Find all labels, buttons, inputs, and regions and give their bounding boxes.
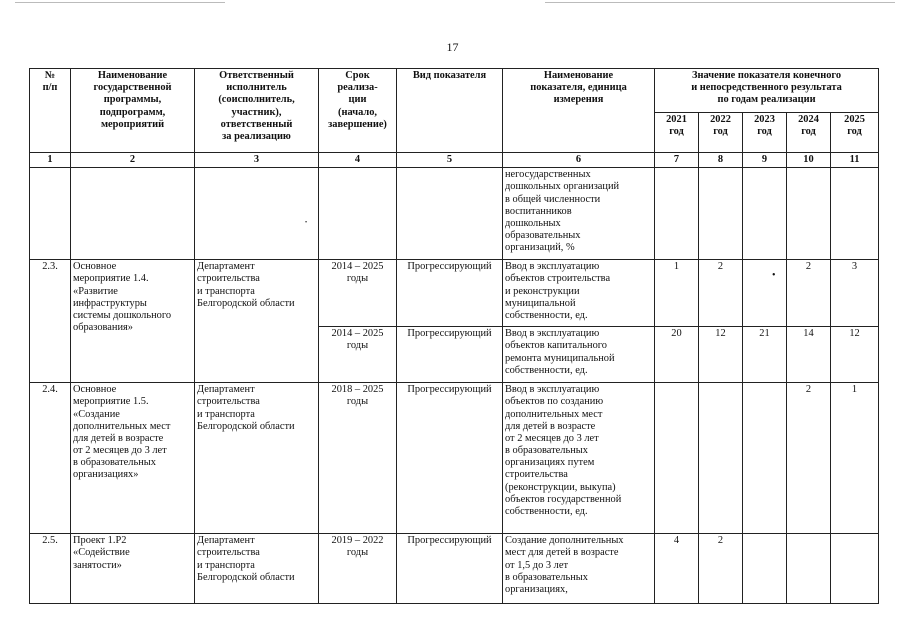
cell-indicator: Создание дополнительных мест для детей в возрасте от 1,5 до 3 лет в образовательных организациях, <box>503 534 655 604</box>
column-number: 10 <box>787 153 831 168</box>
cell-type: Прогрессирующий <box>397 260 503 327</box>
column-number: 5 <box>397 153 503 168</box>
top-rule-left <box>15 2 225 3</box>
cell-num <box>30 168 71 260</box>
header-name: Наименование государственной программы, подпрограмм, мероприятий <box>71 69 195 153</box>
table-row <box>30 383 879 534</box>
indicators-table <box>29 68 879 604</box>
header-year-2023: 2023 год <box>743 113 787 153</box>
column-number: 4 <box>319 153 397 168</box>
cell-indicator: Ввод в эксплуатацию объектов строительства и реконструкции муниципальной собственности, ед. <box>503 260 655 327</box>
scan-speck: • <box>305 220 308 226</box>
cell-executor: Департамент строительства и транспорта Белгородской области <box>195 260 319 383</box>
header-num: № п/п <box>30 69 71 153</box>
cell-value-2022 <box>699 383 743 534</box>
header-year-2021: 2021 год <box>655 113 699 153</box>
header-term: Срок реализа- ции (начало, завершение) <box>319 69 397 153</box>
cell-num: 2.5. <box>30 534 71 604</box>
column-number: 9 <box>743 153 787 168</box>
cell-value-2023 <box>743 383 787 534</box>
cell-num: 2.3. <box>30 260 71 383</box>
cell-term <box>319 168 397 260</box>
cell-value <box>831 168 879 260</box>
cell-indicator: негосударственных дошкольных организаций в общей численности воспитанников дошкольных образовательных организаций, % <box>503 168 655 260</box>
cell-term: 2014 – 2025 годы <box>319 260 397 327</box>
cell-value-2021: 1 <box>655 260 699 327</box>
column-number: 7 <box>655 153 699 168</box>
column-number: 3 <box>195 153 319 168</box>
cell-value-2025: 3 <box>831 260 879 327</box>
column-number-row <box>30 153 879 168</box>
cell-value-2022: 2 <box>699 534 743 604</box>
header-executor: Ответственный исполнитель (соисполнитель, участник), ответственный за реализацию <box>195 69 319 153</box>
cell-name: Основное мероприятие 1.4. «Развитие инфраструктуры системы дошкольного образования» <box>71 260 195 383</box>
cell-value-2021 <box>655 383 699 534</box>
cell-indicator: Ввод в эксплуатацию объектов капитального ремонта муниципальной собственности, ед. <box>503 327 655 383</box>
header-indicator: Наименование показателя, единица измерения <box>503 69 655 153</box>
cell-term: 2018 – 2025 годы <box>319 383 397 534</box>
header-year-2024: 2024 год <box>787 113 831 153</box>
cell-num: 2.4. <box>30 383 71 534</box>
cell-value-2021: 20 <box>655 327 699 383</box>
cell-name <box>71 168 195 260</box>
cell-type: Прогрессирующий <box>397 327 503 383</box>
cell-value-2023 <box>743 260 787 327</box>
column-number: 1 <box>30 153 71 168</box>
cell-executor <box>195 168 319 260</box>
column-number: 8 <box>699 153 743 168</box>
cell-type: Прогрессирующий <box>397 534 503 604</box>
header-year-2022: 2022 год <box>699 113 743 153</box>
cell-executor: Департамент строительства и транспорта Белгородской области <box>195 534 319 604</box>
cell-value <box>699 168 743 260</box>
cell-indicator: Ввод в эксплуатацию объектов по созданию дополнительных мест для детей в возрасте от 2 месяцев до 3 лет в образовательных организациях путем строительства (реконструкции, выкупа) объектов государственной собственности, ед. <box>503 383 655 534</box>
column-number: 2 <box>71 153 195 168</box>
cell-name: Основное мероприятие 1.5. «Создание дополнительных мест для детей в возрасте от 2 месяцев до 3 лет в образовательных организациях» <box>71 383 195 534</box>
header-values-group: Значение показателя конечного и непосредственного результата по годам реализации <box>655 69 879 113</box>
cell-value-2024: 2 <box>787 383 831 534</box>
table-row <box>30 534 879 604</box>
page-number: 17 <box>446 40 459 54</box>
cell-name: Проект 1.Р2 «Содействие занятости» <box>71 534 195 604</box>
cell-term: 2014 – 2025 годы <box>319 327 397 383</box>
cell-value-2025: 1 <box>831 383 879 534</box>
column-number: 11 <box>831 153 879 168</box>
cell-value-2023 <box>743 534 787 604</box>
cell-value-2023: 21 <box>743 327 787 383</box>
cell-term: 2019 – 2022 годы <box>319 534 397 604</box>
cell-value-2022: 2 <box>699 260 743 327</box>
table-row <box>30 260 879 327</box>
cell-value <box>787 168 831 260</box>
header-type: Вид показателя <box>397 69 503 153</box>
header-year-2025: 2025 год <box>831 113 879 153</box>
column-number: 6 <box>503 153 655 168</box>
cell-value-2024 <box>787 534 831 604</box>
header-row-1 <box>30 69 879 113</box>
cell-value-2021: 4 <box>655 534 699 604</box>
continuation-row <box>30 168 879 260</box>
cell-executor: Департамент строительства и транспорта Белгородской области <box>195 383 319 534</box>
cell-value-2025: 12 <box>831 327 879 383</box>
cell-value-2025 <box>831 534 879 604</box>
cell-value <box>655 168 699 260</box>
cell-type <box>397 168 503 260</box>
cell-value-2024: 2 <box>787 260 831 327</box>
scan-speck: • <box>772 270 776 281</box>
cell-value <box>743 168 787 260</box>
top-rule-right <box>545 2 895 3</box>
cell-value-2024: 14 <box>787 327 831 383</box>
cell-type: Прогрессирующий <box>397 383 503 534</box>
cell-value-2022: 12 <box>699 327 743 383</box>
